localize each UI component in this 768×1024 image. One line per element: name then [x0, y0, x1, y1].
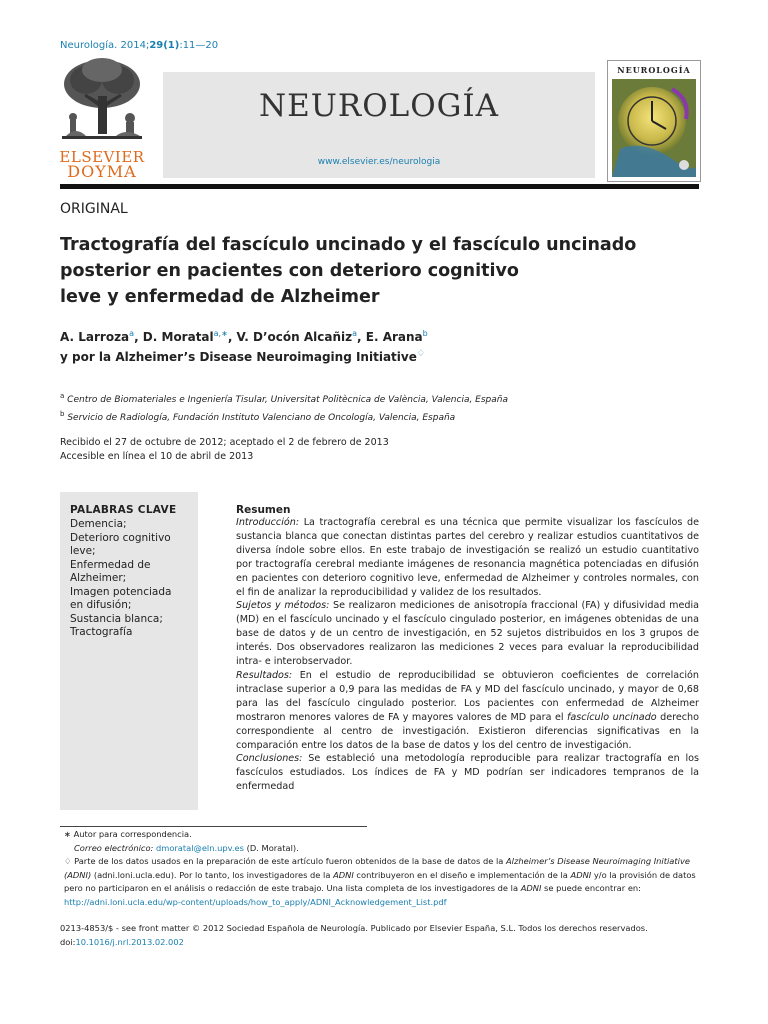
abstract-conclusions	[236, 752, 699, 794]
abstract-text: Se realizaron mediciones de anisotropía fraccional (FA) y difusividad media (MD) en el fascículo uncinado y el fascículo cingulado posterior, en imágenes obtenidas de una base de datos y de un centro de investigación, en 52 sujetos distribuidos en los 3 grupos de interés. Dos observadores realizaron las mediciones 2 veces para evaluar la reproducibilidad intra- e interobservador.	[236, 600, 699, 668]
footnote-text: (adni.loni.ucla.edu). Por lo tanto, los investigadores de la	[91, 869, 334, 880]
keyword-item: Demencia;	[70, 518, 127, 530]
abstract-label: Introducción:	[236, 517, 300, 528]
publisher-name-line1: ELSEVIER	[59, 148, 145, 166]
journal-title: NEUROLOGÍA	[258, 88, 500, 124]
abstract-text: Se estableció una metodología reproducible para realizar tractografía en los fascículos estudiados. Los índices de FA y MD podrían ser indicadores tempranos de la enfermedad	[236, 753, 699, 793]
author-name: , D. Moratal	[134, 330, 214, 344]
header-rule	[60, 184, 699, 189]
abstract-text: derecho correspondiente al centro de investigación. Existieron diferencias significativas en la comparación entre los datos de la base de datos y los del centro de investigación.	[236, 711, 699, 751]
email-note	[60, 842, 700, 856]
affiliation-letter: a	[60, 392, 65, 400]
article-title	[60, 232, 680, 310]
keyword-item: Enfermedad de	[70, 558, 151, 571]
abstract-results	[236, 669, 699, 752]
keyword-item: Imagen potenciada	[70, 585, 172, 598]
affiliation-item	[60, 389, 700, 407]
abstract-label: Sujetos y métodos:	[236, 600, 330, 612]
keyword-item: leve;	[70, 545, 96, 557]
affiliation-item	[60, 407, 700, 425]
journal-banner	[163, 72, 595, 178]
footnote-italic: ADNI	[333, 869, 354, 880]
affiliation-mark[interactable]: a	[352, 329, 358, 338]
received-date: Recibido el 27 de octubre de 2012; aceptado el 2 de febrero de 2013	[60, 437, 389, 448]
affiliation-letter: b	[60, 410, 65, 418]
cover-title: NEUROLOGÍA	[617, 65, 691, 75]
footnote-italic: ADNI	[520, 883, 542, 893]
author-name: A. Larroza	[60, 330, 130, 344]
footnotes	[60, 828, 700, 909]
author-name: , V. D’ocón Alcañiz	[227, 330, 353, 344]
affiliation-text: Centro de Biomateriales e Ingeniería Tisular, Universitat Politècnica de València, Valencia, España	[67, 395, 509, 405]
citation-volume: 29(1)	[149, 40, 180, 51]
keyword-item: en difusión;	[70, 599, 132, 611]
abstract-introduction	[236, 516, 699, 599]
abstract-heading: Resumen	[236, 504, 291, 516]
abstract-text: La tractografía cerebral es una técnica que permite visualizar los fascículos de sustancia blanca que conectan distintas partes del cerebro y realizar estudios cuantitativos de diversa índole sobre ellos. En este trabajo de investigación se realizó un estudio cuantitativo por tractografía cerebral mediante imágenes de resonancia magnética potenciadas en difusión en pacientes con deterioro cognitivo leve, enfermedad de Alzheimer y controles normales, con el fin de analizar la reproducibilidad y validez de los resultados.	[236, 517, 699, 598]
doi-label: doi:	[60, 937, 76, 947]
abstract-label: Resultados:	[236, 669, 293, 681]
keywords-heading: PALABRAS CLAVE	[70, 504, 177, 516]
affiliation-mark[interactable]: a,∗	[213, 329, 228, 338]
article-section-label: ORIGINAL	[60, 201, 128, 217]
footnote-text: y/o la provisión de datos pero no participaron en el análisis o redacción de este trabajo. Una lista completa de los investigadores de la	[64, 869, 696, 893]
abstract-text: En el estudio de reproducibilidad se obtuvieron coeficientes de correlación intraclase superior a 0,9 para las medidas de FA y MD del fascículo uncinado, y mayor de 0,68 para las del fascículo cingulado posterior. Los pacientes con enfermedad de Alzheimer mostraron menores valores de FA y mayores valores de MD para el	[236, 669, 699, 723]
title-line: leve y enfermedad de Alzheimer	[60, 287, 380, 307]
article-dates	[60, 436, 389, 464]
author-group: y por la Alzheimer’s Disease Neuroimaging Initiative	[60, 350, 417, 364]
journal-citation	[60, 40, 218, 51]
footnote-mark: ♢	[64, 856, 72, 866]
footnote-text: Parte de los datos usados en la preparación de este artículo fueron obtenidos de la base de datos de la	[74, 856, 506, 866]
footnote-text: Autor para correspondencia.	[73, 829, 192, 839]
footnote-italic: Alzheimer’s Disease Neuroimaging Initiative (ADNI)	[64, 856, 690, 880]
abstract	[236, 492, 699, 810]
footnote-mark[interactable]: ♢	[416, 349, 425, 359]
doi-link[interactable]: 10.1016/j.nrl.2013.02.002	[75, 937, 184, 947]
email-suffix: (D. Moratal).	[244, 842, 299, 853]
affiliation-mark[interactable]: a	[129, 329, 135, 338]
online-date: Accesible en línea el 10 de abril de 2013	[60, 451, 254, 462]
title-line: posterior en pacientes con deterioro cognitivo	[60, 261, 519, 281]
email-label: Correo electrónico:	[74, 842, 154, 853]
author-name: , E. Arana	[357, 330, 423, 344]
elsevier-tree-logo	[56, 56, 148, 146]
footnote-text: se puede encontrar en:	[541, 883, 641, 893]
affiliations	[60, 389, 700, 425]
adni-list-link[interactable]: http://adni.loni.ucla.edu/wp-content/uploads/how_to_apply/ADNI_Acknowledgement_List.pdf	[64, 896, 447, 907]
abstract-italic-term: fascículo uncinado	[567, 711, 657, 723]
abstract-label: Conclusiones:	[236, 753, 303, 765]
citation-journal: Neurología. 2014;	[60, 40, 150, 51]
author-list	[60, 325, 700, 366]
footnote-mark: ∗	[64, 829, 71, 839]
keyword-item: Sustancia blanca;	[70, 612, 163, 625]
title-line: Tractografía del fascículo uncinado y el fascículo uncinado	[60, 235, 637, 255]
footnote-italic: ADNI	[570, 869, 592, 880]
affiliation-mark[interactable]: b	[422, 329, 428, 338]
corresponding-author-note	[60, 828, 700, 842]
keyword-item: Deterioro cognitivo	[70, 531, 171, 544]
journal-cover-image	[612, 79, 696, 177]
journal-cover	[607, 60, 701, 182]
footnote-text: contribuyeron en el diseño e implementación de la	[353, 869, 571, 880]
citation-pages: :11—20	[179, 40, 219, 51]
journal-url-link[interactable]: www.elsevier.es/neurologia	[317, 157, 441, 167]
email-link[interactable]: dmoratal@eln.upv.es	[155, 842, 244, 853]
adni-note	[60, 855, 700, 909]
keywords-panel	[60, 492, 198, 810]
keyword-item: Tractografía	[70, 626, 133, 638]
keyword-item: Alzheimer;	[70, 572, 127, 584]
copyright-line: 0213-4853/$ - see front matter © 2012 Sociedad Española de Neurología. Publicado por Elsevier España, S.L. Todos los derechos reservados.	[60, 923, 648, 933]
footnote-rule	[60, 826, 367, 827]
publisher-name-line2: DOYMA	[67, 162, 137, 181]
legal-notice	[60, 921, 700, 949]
abstract-methods	[236, 599, 699, 669]
elsevier-logo	[56, 56, 148, 180]
affiliation-text: Servicio de Radiología, Fundación Instituto Valenciano de Oncología, Valencia, España	[67, 413, 456, 423]
